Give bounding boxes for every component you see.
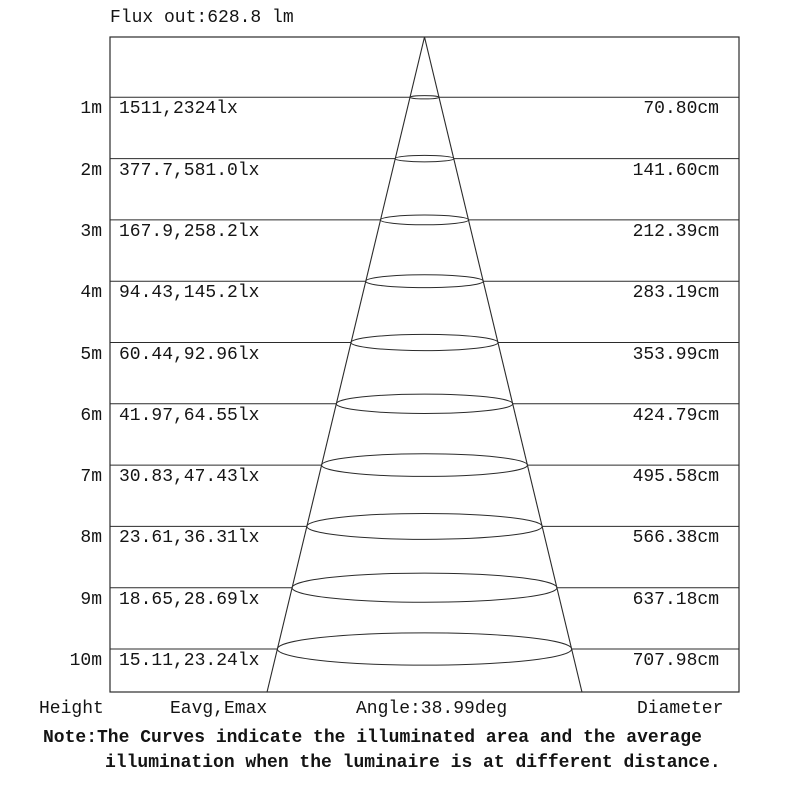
illuminated-area-ellipse bbox=[351, 334, 498, 350]
beam-angle-label: Angle:38.99deg bbox=[356, 699, 508, 719]
row-height-label: 6m bbox=[80, 405, 102, 426]
note-line-2: illumination when the luminaire is at different distance. bbox=[105, 753, 721, 773]
row-height-label: 2m bbox=[80, 160, 102, 181]
row-eavg-emax-value: 41.97,64.55lx bbox=[119, 405, 260, 426]
illuminated-area-ellipse bbox=[366, 275, 484, 288]
note-line-1: Note:The Curves indicate the illuminated area and the average bbox=[43, 728, 702, 748]
row-height-label: 9m bbox=[80, 589, 102, 610]
row-height-label: 4m bbox=[80, 283, 102, 304]
flux-out-title: Flux out:628.8 lm bbox=[110, 8, 294, 28]
row-diameter-value: 566.38cm bbox=[632, 528, 719, 549]
illuminated-area-ellipse bbox=[380, 215, 468, 225]
row-diameter-value: 212.39cm bbox=[632, 221, 719, 242]
row-eavg-emax-value: 1511,2324lx bbox=[119, 99, 238, 120]
row-diameter-value: 495.58cm bbox=[632, 467, 719, 488]
illuminated-area-ellipse bbox=[395, 155, 454, 161]
illuminated-area-ellipse bbox=[277, 633, 571, 665]
row-diameter-value: 637.18cm bbox=[632, 589, 719, 610]
row-height-label: 5m bbox=[80, 344, 102, 365]
row-eavg-emax-value: 377.7,581.0lx bbox=[119, 160, 260, 181]
row-eavg-emax-value: 30.83,47.43lx bbox=[119, 467, 260, 488]
illuminated-area-ellipse bbox=[410, 96, 439, 99]
row-diameter-value: 424.79cm bbox=[632, 405, 719, 426]
row-height-label: 1m bbox=[80, 99, 102, 120]
row-eavg-emax-value: 23.61,36.31lx bbox=[119, 528, 260, 549]
row-height-label: 3m bbox=[80, 221, 102, 242]
illuminated-area-ellipse bbox=[336, 394, 513, 413]
illuminated-area-ellipse bbox=[307, 513, 542, 539]
row-eavg-emax-value: 167.9,258.2lx bbox=[119, 221, 260, 242]
row-eavg-emax-value: 15.11,23.24lx bbox=[119, 651, 260, 671]
diameter-column-label: Diameter bbox=[637, 699, 724, 719]
row-eavg-emax-value: 18.65,28.69lx bbox=[119, 589, 260, 610]
row-diameter-value: 283.19cm bbox=[632, 283, 719, 304]
row-height-label: 8m bbox=[80, 528, 102, 549]
row-eavg-emax-value: 94.43,145.2lx bbox=[119, 283, 260, 304]
row-diameter-value: 141.60cm bbox=[632, 160, 719, 181]
height-column-label: Height bbox=[39, 699, 104, 719]
row-height-label: 10m bbox=[69, 651, 102, 671]
row-diameter-value: 70.80cm bbox=[643, 99, 719, 120]
illuminated-area-ellipse bbox=[322, 454, 528, 477]
row-diameter-value: 353.99cm bbox=[632, 344, 719, 365]
eavg-emax-column-label: Eavg,Emax bbox=[170, 699, 268, 719]
row-eavg-emax-value: 60.44,92.96lx bbox=[119, 344, 260, 365]
row-diameter-value: 707.98cm bbox=[632, 651, 719, 671]
illuminated-area-ellipse bbox=[292, 573, 557, 602]
row-height-label: 7m bbox=[80, 467, 102, 488]
